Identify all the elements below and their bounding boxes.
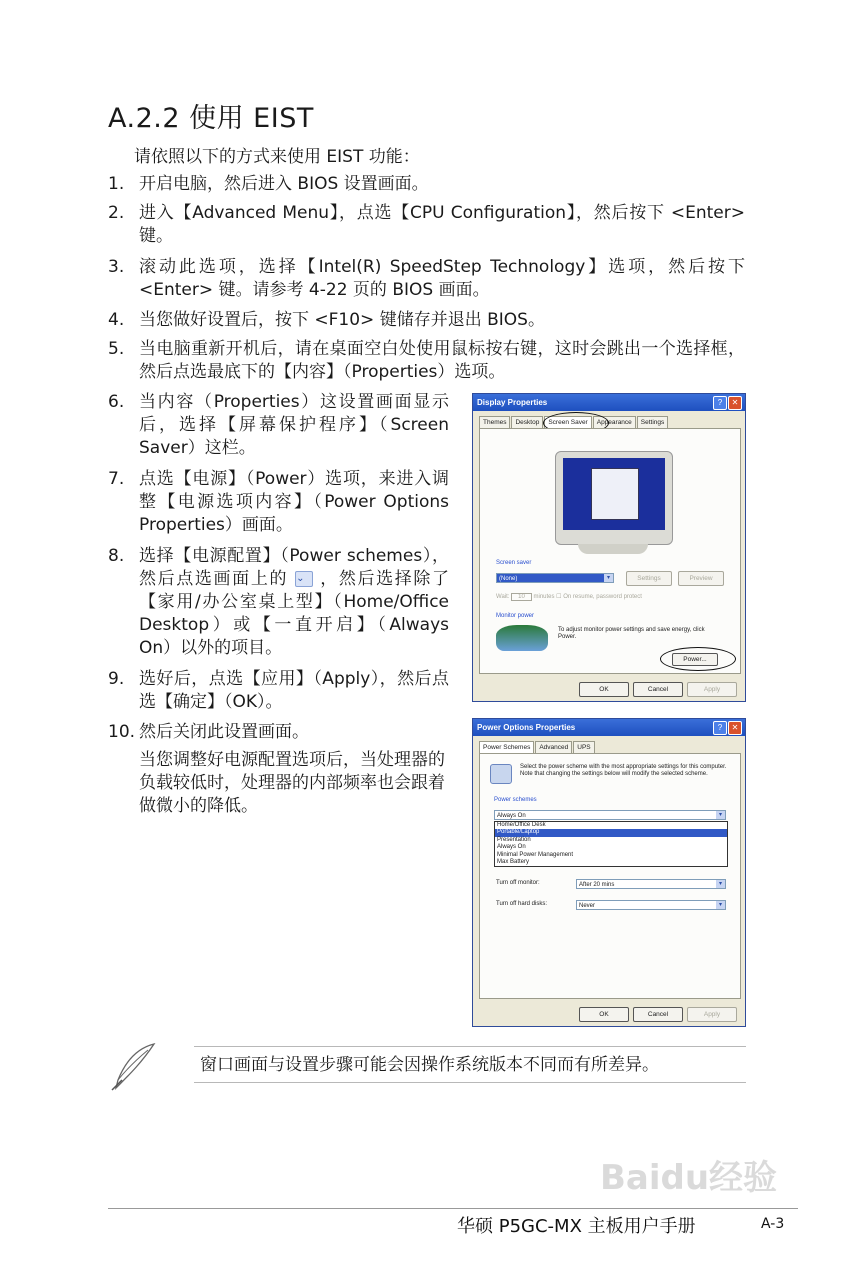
help-icon[interactable]: ? xyxy=(713,396,727,410)
tab-appearance[interactable]: Appearance xyxy=(593,416,636,428)
apply-button[interactable]: Apply xyxy=(687,1007,737,1022)
step-number: 9. xyxy=(108,669,125,689)
step-text: 当内容（Properties）这设置画面显示后，选择【屏幕保护程序】（Screen Saver）这栏。 xyxy=(139,392,449,458)
step-number: 7. xyxy=(108,469,125,489)
intro-text: 请依照以下的方式来使用 EIST 功能： xyxy=(134,147,420,167)
selected-value: After 20 mins xyxy=(579,882,615,888)
step-text xyxy=(139,545,449,660)
note-rule-top xyxy=(194,1046,746,1047)
step-number: 3. xyxy=(108,257,125,277)
option-home-office[interactable]: Home/Office Desk xyxy=(497,822,546,828)
password-label: On resume, password protect xyxy=(563,594,642,600)
step-number: 8. xyxy=(108,546,125,566)
step-text: 进入【Advanced Menu】，点选【CPU Configuration】，然后按下 <Enter> 键。 xyxy=(139,203,745,246)
chevron-down-icon: ▾ xyxy=(716,880,725,888)
step-number: 10. xyxy=(108,722,136,742)
option-max-battery[interactable]: Max Battery xyxy=(497,859,530,866)
settings-button[interactable]: Settings xyxy=(626,571,672,586)
help-icon[interactable]: ? xyxy=(713,721,727,735)
preview-button[interactable]: Preview xyxy=(678,571,724,586)
tab-themes[interactable]: Themes xyxy=(479,416,510,428)
note-text: 窗口画面与设置步骤可能会因操作系统版本不同而有所差异。 xyxy=(200,1055,659,1075)
option-portable-laptop[interactable]: Portable/Laptop xyxy=(495,829,727,836)
step-text: 开启电脑，然后进入 BIOS 设置画面。 xyxy=(139,174,429,194)
power-schemes-group-label: Power schemes xyxy=(494,797,537,803)
chevron-down-icon: ▾ xyxy=(604,574,613,582)
monitor-preview xyxy=(555,451,673,545)
wait-units: minutes xyxy=(533,594,555,600)
power-schemes-select[interactable] xyxy=(494,810,726,820)
wait-label: Wait: xyxy=(496,594,510,600)
wait-spinner[interactable]: 10 xyxy=(511,593,532,601)
step-number: 4. xyxy=(108,310,125,330)
energy-star-logo xyxy=(496,625,548,651)
feather-pen-icon xyxy=(108,1040,160,1092)
display-properties-dialog xyxy=(472,393,746,702)
monitor-stand xyxy=(578,544,648,554)
power-options-dialog xyxy=(472,718,746,1027)
power-scheme-icon xyxy=(490,764,512,784)
step-number: 2. xyxy=(108,203,125,223)
note-rule-bottom xyxy=(194,1082,746,1083)
section-title: A.2.2 使用 EIST xyxy=(108,103,314,134)
tab-panel xyxy=(479,753,741,999)
screen-saver-group-label: Screen saver xyxy=(496,560,532,566)
step-text: 当您做好设置后，按下 <F10> 键储存并退出 BIOS。 xyxy=(139,310,545,330)
step-8-text-before: 选择【电源配置】（Power schemes），然后点选画面上的 xyxy=(139,546,449,589)
highlight-circle xyxy=(660,647,736,671)
chevron-down-icon: ⌄ xyxy=(295,571,313,587)
cancel-button[interactable]: Cancel xyxy=(633,1007,683,1022)
apply-button[interactable]: Apply xyxy=(687,682,737,697)
step-text: 当电脑重新开机后，请在桌面空白处使用鼠标按右键，这时会跳出一个选择框，然后点选最底下的【内容】（Properties）选项。 xyxy=(139,339,745,382)
dialog-title: Power Options Properties xyxy=(473,719,745,736)
preview-window xyxy=(591,468,639,520)
tab-ups[interactable]: UPS xyxy=(573,741,594,753)
wait-row xyxy=(496,593,642,600)
ok-button[interactable]: OK xyxy=(579,682,629,697)
hdd-label: Turn off hard disks: xyxy=(496,901,548,907)
power-schemes-dropdown-list xyxy=(494,821,728,867)
monitor-screen xyxy=(563,458,665,530)
footer-rule xyxy=(108,1208,798,1209)
selected-value: Never xyxy=(579,903,596,909)
monitor-label: Turn off monitor: xyxy=(496,880,540,886)
step-text: 滚动此选项，选择【Intel(R) SpeedStep Technology】选项，然后按下 <Enter> 键。请参考 4-22 页的 BIOS 画面。 xyxy=(139,257,745,300)
option-minimal[interactable]: Minimal Power Management xyxy=(497,851,574,858)
chevron-down-icon: ▾ xyxy=(716,901,725,909)
page-number: A-3 xyxy=(761,1216,785,1232)
selected-value: (None) xyxy=(499,576,518,582)
watermark: Baidu经验 xyxy=(600,1158,778,1198)
screen-saver-select[interactable] xyxy=(496,573,614,583)
step-number: 5. xyxy=(108,339,125,359)
step-text: 点选【电源】（Power）选项，来进入调整【电源选项内容】（Power Options Properties）画面。 xyxy=(139,469,449,535)
closing-paragraph: 当您调整好电源配置选项后，当处理器的负载较低时，处理器的内部频率也会跟着做微小的降低。 xyxy=(139,750,445,816)
scheme-description: Select the power scheme with the most appropriate settings for this computer. Note that changing the settings below will modify the selected scheme. xyxy=(520,764,727,777)
option-always-on[interactable]: Always On xyxy=(497,844,526,851)
footer-title: 华硕 P5GC-MX 主板用户手册 xyxy=(457,1216,696,1237)
close-icon[interactable]: ✕ xyxy=(728,396,742,410)
step-8-text-after: ，然后选择除了【家用/办公室桌上型】（Home/Office Desktop）或【一直开启】（Always On）以外的项目。 xyxy=(139,569,450,658)
option-presentation[interactable]: Presentation xyxy=(497,836,531,843)
ok-button[interactable]: OK xyxy=(579,1007,629,1022)
tab-strip xyxy=(479,741,596,753)
step-number: 1. xyxy=(108,174,125,194)
selected-value: Always On xyxy=(497,813,526,819)
password-checkbox[interactable]: ☐ xyxy=(556,594,562,600)
tab-panel xyxy=(479,428,741,674)
monitor-power-group-label: Monitor power xyxy=(496,613,535,619)
cancel-button[interactable]: Cancel xyxy=(633,682,683,697)
close-icon[interactable]: ✕ xyxy=(728,721,742,735)
step-number: 6. xyxy=(108,392,125,412)
chevron-down-icon: ▾ xyxy=(716,811,725,819)
monitor-timeout-select[interactable] xyxy=(576,879,726,889)
tab-screen-saver[interactable]: Screen Saver xyxy=(544,416,591,429)
step-text: 选好后，点选【应用】（Apply），然后点选【确定】（OK）。 xyxy=(139,669,449,712)
tab-settings[interactable]: Settings xyxy=(637,416,669,428)
hdd-timeout-select[interactable] xyxy=(576,900,726,910)
power-button[interactable]: Power... xyxy=(672,653,718,666)
tab-desktop[interactable]: Desktop xyxy=(511,416,543,428)
monitor-power-text: To adjust monitor power settings and save energy, click Power. xyxy=(558,627,705,640)
dialog-title: Display Properties xyxy=(473,394,745,411)
tab-power-schemes[interactable]: Power Schemes xyxy=(479,741,534,754)
tab-advanced[interactable]: Advanced xyxy=(535,741,572,753)
step-text: 然后关闭此设置画面。 xyxy=(139,722,309,742)
